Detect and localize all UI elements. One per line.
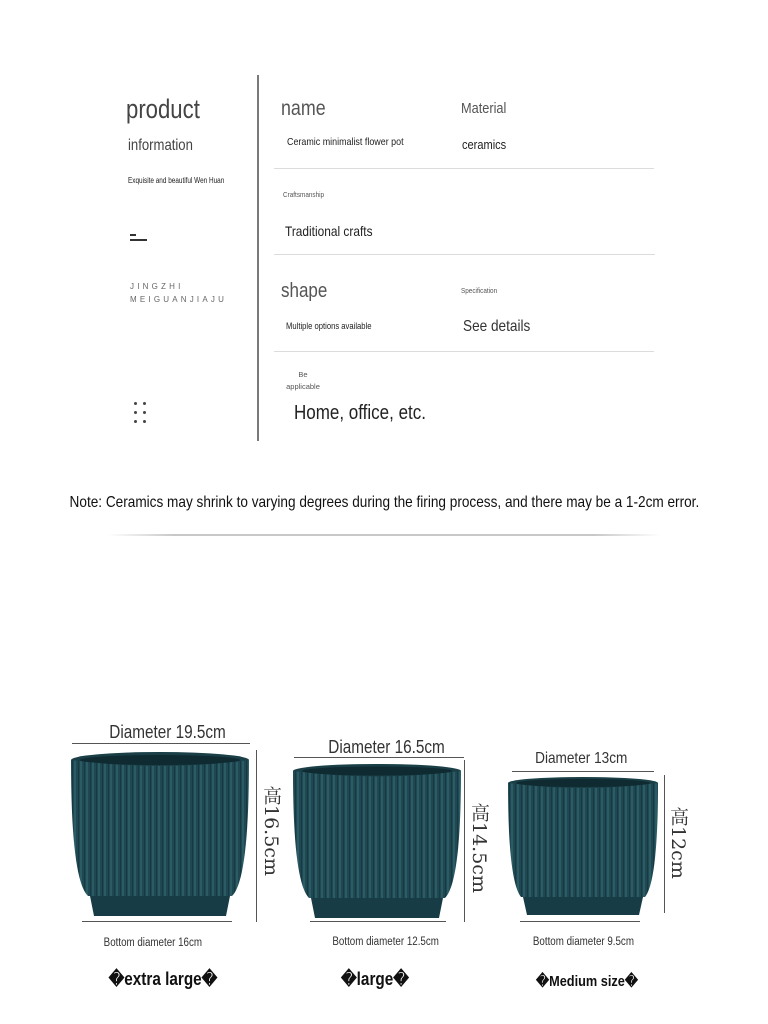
pot-3-bottom <box>505 936 661 948</box>
pot-1-width-line <box>72 743 250 744</box>
shape-value: Multiple options available <box>286 321 372 331</box>
pot-2-bottom <box>300 936 472 948</box>
pot-3-size-text: �Medium size� <box>536 973 638 990</box>
pot-3-height: 高12cm <box>667 807 689 879</box>
pot-3-diameter <box>510 750 652 768</box>
applicable-label-line-2: applicable <box>286 382 320 391</box>
pot-1-bottom <box>72 937 234 949</box>
product-subtitle: information <box>128 137 193 154</box>
pot-2-bottom-text: Bottom diameter 12.5cm <box>332 936 440 948</box>
shrink-note-text: Note: Ceramics may shrink to varying degrees during the firing process, and there may be a 1-2cm error. <box>69 494 699 511</box>
pot-1-height: 高16.5cm <box>260 786 282 876</box>
pot-1-height-line <box>256 750 257 922</box>
pot-1-bottom-line <box>82 921 232 922</box>
pot-1-size <box>63 969 263 990</box>
note-divider <box>108 534 660 536</box>
dash-ornament <box>130 234 147 240</box>
product-title: product <box>126 94 200 124</box>
material-label: Material <box>461 100 507 117</box>
craft-label: Craftsmanship <box>283 190 325 199</box>
pot-2-size <box>300 969 450 990</box>
pot-2-bottom-line <box>310 921 446 922</box>
brand-line-1: JINGZHI <box>130 282 184 291</box>
pot-2-width-line <box>294 757 464 758</box>
pot-1-diameter <box>80 722 256 743</box>
pot-2-image <box>291 762 465 922</box>
applicable-label-line-1: Be <box>298 370 308 379</box>
pot-1-diameter-text: Diameter 19.5cm <box>109 722 227 742</box>
row-divider <box>274 168 654 169</box>
pot-2-size-text: �large� <box>341 969 409 989</box>
pot-1-size-text: �extra large� <box>108 969 218 989</box>
pot-1-bottom-text: Bottom diameter 16cm <box>103 937 203 949</box>
name-value: Ceramic minimalist flower pot <box>287 136 404 148</box>
pot-3-bottom-line <box>520 921 640 922</box>
pot-3-size <box>505 972 669 990</box>
shrink-note <box>0 494 768 512</box>
pot-2-diameter <box>298 737 476 758</box>
pot-3-bottom-text: Bottom diameter 9.5cm <box>532 936 634 948</box>
pot-2-height: 高14.5cm <box>468 803 490 893</box>
material-value: ceramics <box>462 137 507 152</box>
applicable-value: Home, office, etc. <box>294 402 426 424</box>
pot-3-diameter-text: Diameter 13cm <box>534 750 628 767</box>
craft-value: Traditional crafts <box>285 223 373 239</box>
column-divider <box>257 75 259 441</box>
tagline: Exquisite and beautiful Wen Huan <box>128 176 225 185</box>
name-label: name <box>281 97 326 120</box>
row-divider <box>274 254 655 255</box>
spec-value: See details <box>463 318 531 335</box>
shape-label: shape <box>281 280 328 302</box>
pot-3-width-line <box>512 771 654 772</box>
pot-1-image <box>68 750 252 920</box>
pot-2-diameter-text: Diameter 16.5cm <box>328 737 446 757</box>
row-divider <box>274 351 654 352</box>
pot-3-image <box>505 775 661 920</box>
brand-line-2: MEIGUANJIAJU <box>130 295 228 304</box>
pot-2-height-line <box>464 760 465 922</box>
spec-label: Specification <box>461 286 498 295</box>
applicable-label <box>280 369 326 393</box>
dots-ornament-icon <box>134 402 148 426</box>
